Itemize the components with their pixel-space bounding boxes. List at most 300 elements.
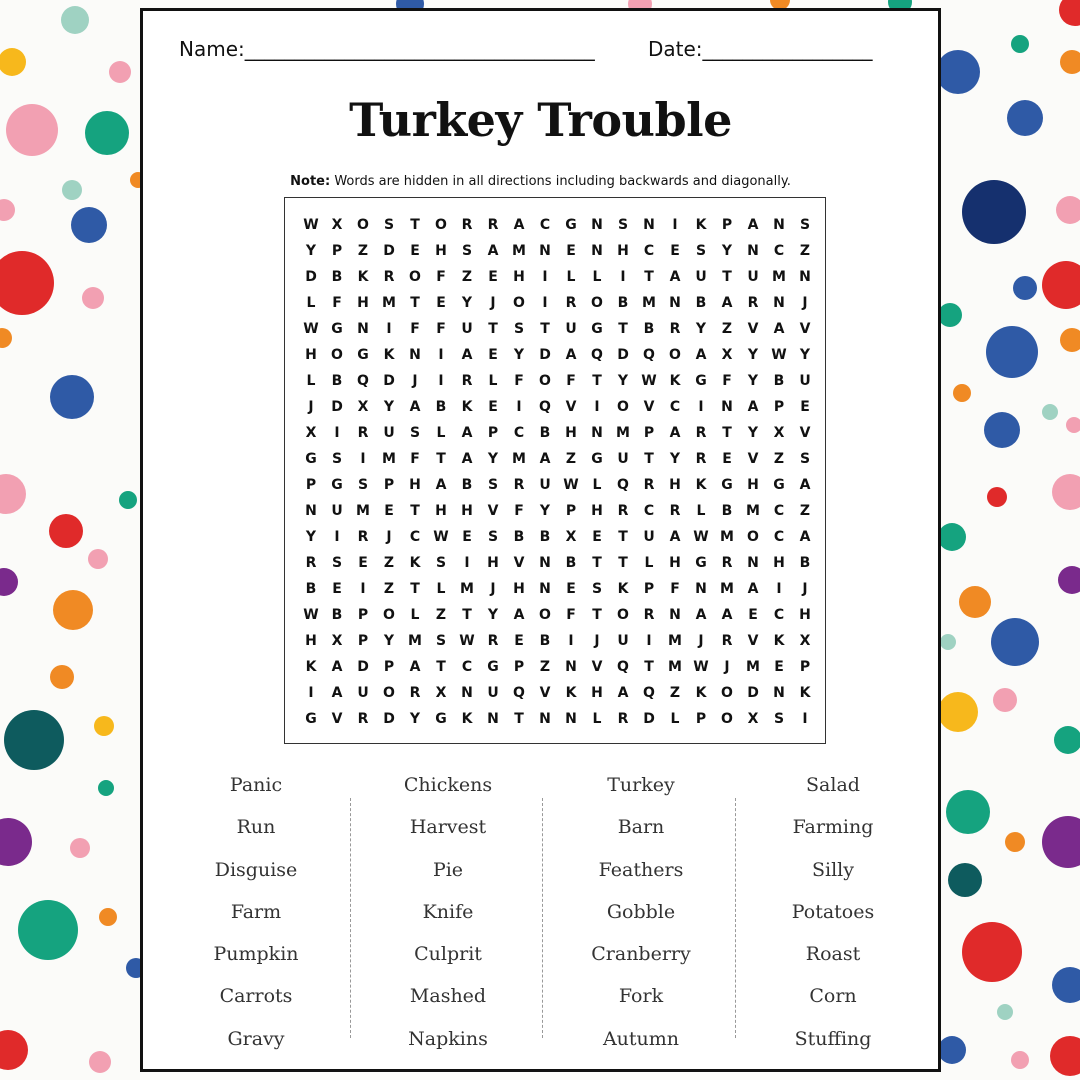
grid-letter[interactable]: Y: [539, 503, 551, 519]
grid-letter[interactable]: A: [435, 477, 447, 493]
grid-letter[interactable]: Y: [747, 347, 759, 363]
grid-letter[interactable]: Z: [669, 685, 681, 701]
grid-letter[interactable]: M: [668, 633, 682, 649]
grid-letter[interactable]: N: [539, 243, 551, 259]
grid-letter[interactable]: A: [747, 581, 759, 597]
grid-letter[interactable]: G: [487, 659, 499, 675]
grid-letter[interactable]: F: [332, 295, 342, 311]
grid-letter[interactable]: N: [487, 711, 499, 727]
grid-letter[interactable]: Z: [435, 607, 447, 623]
grid-letter[interactable]: Q: [643, 685, 655, 701]
grid-letter[interactable]: E: [488, 269, 498, 285]
grid-letter[interactable]: A: [461, 425, 473, 441]
grid-letter[interactable]: A: [669, 425, 681, 441]
grid-letter[interactable]: K: [695, 217, 707, 233]
grid-letter[interactable]: O: [591, 295, 603, 311]
grid-letter[interactable]: W: [303, 321, 319, 337]
grid-letter[interactable]: R: [695, 425, 707, 441]
grid-letter[interactable]: W: [693, 659, 709, 675]
grid-letter[interactable]: L: [306, 295, 316, 311]
grid-letter[interactable]: Q: [539, 399, 551, 415]
grid-letter[interactable]: C: [461, 659, 473, 675]
grid-letter[interactable]: P: [799, 659, 811, 675]
grid-letter[interactable]: Y: [669, 451, 681, 467]
grid-letter[interactable]: B: [539, 529, 551, 545]
grid-letter[interactable]: O: [409, 269, 421, 285]
grid-letter[interactable]: R: [721, 555, 733, 571]
grid-letter[interactable]: S: [799, 451, 811, 467]
grid-letter[interactable]: L: [436, 581, 446, 597]
grid-letter[interactable]: P: [513, 659, 525, 675]
grid-letter[interactable]: A: [721, 607, 733, 623]
grid-letter[interactable]: S: [591, 581, 603, 597]
grid-letter[interactable]: M: [720, 581, 734, 597]
grid-letter[interactable]: T: [410, 503, 420, 519]
grid-letter[interactable]: W: [693, 529, 709, 545]
grid-letter[interactable]: M: [382, 451, 396, 467]
grid-letter[interactable]: Y: [747, 373, 759, 389]
grid-letter[interactable]: O: [617, 607, 629, 623]
grid-letter[interactable]: Y: [409, 711, 421, 727]
grid-letter[interactable]: H: [669, 477, 681, 493]
grid-letter[interactable]: D: [747, 685, 759, 701]
grid-letter[interactable]: W: [641, 373, 657, 389]
grid-letter[interactable]: J: [698, 633, 704, 649]
grid-letter[interactable]: K: [461, 711, 473, 727]
grid-letter[interactable]: T: [644, 269, 654, 285]
grid-letter[interactable]: P: [773, 399, 785, 415]
grid-letter[interactable]: S: [461, 243, 473, 259]
grid-letter[interactable]: R: [461, 373, 473, 389]
grid-letter[interactable]: A: [799, 529, 811, 545]
grid-letter[interactable]: N: [773, 217, 785, 233]
grid-letter[interactable]: I: [646, 633, 652, 649]
grid-letter[interactable]: T: [722, 269, 732, 285]
grid-letter[interactable]: F: [670, 581, 680, 597]
grid-letter[interactable]: P: [643, 425, 655, 441]
grid-letter[interactable]: B: [565, 555, 577, 571]
grid-letter[interactable]: S: [383, 217, 395, 233]
grid-letter[interactable]: Z: [539, 659, 551, 675]
grid-letter[interactable]: G: [331, 321, 343, 337]
grid-letter[interactable]: J: [308, 399, 314, 415]
grid-letter[interactable]: G: [357, 347, 369, 363]
grid-letter[interactable]: S: [435, 633, 447, 649]
grid-letter[interactable]: G: [305, 451, 317, 467]
grid-letter[interactable]: G: [565, 217, 577, 233]
grid-letter[interactable]: D: [383, 243, 395, 259]
date-field[interactable]: Date:_________________: [648, 37, 873, 61]
grid-letter[interactable]: N: [747, 555, 759, 571]
grid-letter[interactable]: N: [305, 503, 317, 519]
grid-letter[interactable]: Z: [799, 503, 811, 519]
grid-letter[interactable]: B: [539, 425, 551, 441]
grid-letter[interactable]: N: [565, 711, 577, 727]
grid-letter[interactable]: N: [773, 685, 785, 701]
grid-letter[interactable]: J: [594, 633, 600, 649]
grid-letter[interactable]: P: [305, 477, 317, 493]
grid-letter[interactable]: H: [513, 581, 525, 597]
grid-letter[interactable]: J: [802, 581, 808, 597]
grid-letter[interactable]: O: [435, 217, 447, 233]
grid-letter[interactable]: O: [539, 607, 551, 623]
grid-letter[interactable]: J: [490, 581, 496, 597]
grid-letter[interactable]: G: [331, 477, 343, 493]
grid-letter[interactable]: K: [383, 347, 395, 363]
grid-letter[interactable]: B: [331, 269, 343, 285]
grid-letter[interactable]: V: [513, 555, 525, 571]
grid-letter[interactable]: O: [357, 217, 369, 233]
grid-letter[interactable]: M: [356, 503, 370, 519]
grid-letter[interactable]: Y: [721, 243, 733, 259]
grid-letter[interactable]: I: [334, 529, 340, 545]
grid-letter[interactable]: I: [308, 685, 314, 701]
grid-letter[interactable]: V: [747, 451, 759, 467]
grid-letter[interactable]: W: [433, 529, 449, 545]
grid-letter[interactable]: C: [513, 425, 525, 441]
grid-letter[interactable]: D: [357, 659, 369, 675]
grid-letter[interactable]: Q: [357, 373, 369, 389]
grid-letter[interactable]: B: [461, 477, 473, 493]
grid-letter[interactable]: X: [357, 399, 369, 415]
grid-letter[interactable]: N: [357, 321, 369, 337]
grid-letter[interactable]: M: [642, 295, 656, 311]
grid-letter[interactable]: E: [774, 659, 784, 675]
grid-letter[interactable]: T: [436, 659, 446, 675]
grid-letter[interactable]: E: [488, 347, 498, 363]
grid-letter[interactable]: R: [721, 633, 733, 649]
grid-letter[interactable]: M: [408, 633, 422, 649]
grid-letter[interactable]: K: [305, 659, 317, 675]
grid-letter[interactable]: L: [488, 373, 498, 389]
grid-letter[interactable]: F: [566, 373, 576, 389]
grid-letter[interactable]: B: [305, 581, 317, 597]
grid-letter[interactable]: R: [565, 295, 577, 311]
grid-letter[interactable]: C: [539, 217, 551, 233]
grid-letter[interactable]: V: [565, 399, 577, 415]
grid-letter[interactable]: C: [643, 243, 655, 259]
grid-letter[interactable]: B: [617, 295, 629, 311]
grid-letter[interactable]: L: [306, 373, 316, 389]
grid-letter[interactable]: S: [773, 711, 785, 727]
grid-letter[interactable]: T: [592, 607, 602, 623]
grid-letter[interactable]: B: [331, 373, 343, 389]
grid-letter[interactable]: S: [799, 217, 811, 233]
grid-letter[interactable]: W: [563, 477, 579, 493]
grid-letter[interactable]: I: [438, 347, 444, 363]
grid-letter[interactable]: Y: [487, 607, 499, 623]
grid-letter[interactable]: A: [409, 399, 421, 415]
grid-letter[interactable]: V: [539, 685, 551, 701]
grid-letter[interactable]: B: [643, 321, 655, 337]
grid-letter[interactable]: Z: [383, 581, 395, 597]
grid-letter[interactable]: P: [331, 243, 343, 259]
grid-letter[interactable]: E: [358, 555, 368, 571]
grid-letter[interactable]: S: [435, 555, 447, 571]
grid-letter[interactable]: N: [591, 243, 603, 259]
grid-letter[interactable]: X: [721, 347, 733, 363]
grid-letter[interactable]: X: [435, 685, 447, 701]
grid-letter[interactable]: R: [461, 217, 473, 233]
grid-letter[interactable]: L: [436, 425, 446, 441]
grid-letter[interactable]: O: [617, 399, 629, 415]
grid-letter[interactable]: O: [513, 295, 525, 311]
grid-letter[interactable]: U: [461, 321, 473, 337]
grid-letter[interactable]: C: [773, 503, 785, 519]
grid-letter[interactable]: N: [799, 269, 811, 285]
grid-letter[interactable]: S: [617, 217, 629, 233]
grid-letter[interactable]: L: [644, 555, 654, 571]
grid-letter[interactable]: A: [539, 451, 551, 467]
grid-letter[interactable]: E: [722, 451, 732, 467]
grid-letter[interactable]: X: [773, 425, 785, 441]
grid-letter[interactable]: E: [800, 399, 810, 415]
grid-letter[interactable]: T: [410, 581, 420, 597]
grid-letter[interactable]: V: [747, 633, 759, 649]
grid-letter[interactable]: I: [542, 295, 548, 311]
grid-letter[interactable]: O: [383, 607, 395, 623]
grid-letter[interactable]: I: [802, 711, 808, 727]
grid-letter[interactable]: U: [357, 685, 369, 701]
grid-letter[interactable]: H: [565, 425, 577, 441]
grid-letter[interactable]: V: [591, 659, 603, 675]
grid-letter[interactable]: C: [669, 399, 681, 415]
grid-letter[interactable]: V: [747, 321, 759, 337]
grid-letter[interactable]: W: [771, 347, 787, 363]
grid-letter[interactable]: U: [617, 451, 629, 467]
grid-letter[interactable]: P: [357, 607, 369, 623]
grid-letter[interactable]: G: [773, 477, 785, 493]
grid-letter[interactable]: T: [618, 529, 628, 545]
grid-letter[interactable]: W: [303, 607, 319, 623]
grid-letter[interactable]: Q: [513, 685, 525, 701]
grid-letter[interactable]: O: [721, 711, 733, 727]
grid-letter[interactable]: D: [617, 347, 629, 363]
grid-letter[interactable]: C: [643, 503, 655, 519]
grid-letter[interactable]: I: [464, 555, 470, 571]
grid-letter[interactable]: B: [331, 607, 343, 623]
grid-letter[interactable]: U: [747, 269, 759, 285]
grid-letter[interactable]: K: [617, 581, 629, 597]
grid-letter[interactable]: T: [488, 321, 498, 337]
grid-letter[interactable]: L: [670, 711, 680, 727]
grid-letter[interactable]: B: [721, 503, 733, 519]
grid-letter[interactable]: H: [305, 347, 317, 363]
grid-letter[interactable]: B: [513, 529, 525, 545]
grid-letter[interactable]: Z: [461, 269, 473, 285]
grid-letter[interactable]: M: [720, 529, 734, 545]
grid-letter[interactable]: F: [436, 321, 446, 337]
grid-letter[interactable]: N: [669, 295, 681, 311]
grid-letter[interactable]: H: [357, 295, 369, 311]
grid-letter[interactable]: R: [383, 269, 395, 285]
grid-letter[interactable]: P: [383, 477, 395, 493]
grid-letter[interactable]: B: [695, 295, 707, 311]
grid-letter[interactable]: S: [331, 451, 343, 467]
grid-letter[interactable]: D: [305, 269, 317, 285]
grid-letter[interactable]: E: [384, 503, 394, 519]
grid-letter[interactable]: I: [542, 269, 548, 285]
grid-letter[interactable]: N: [747, 243, 759, 259]
grid-letter[interactable]: G: [721, 477, 733, 493]
grid-letter[interactable]: X: [331, 633, 343, 649]
grid-letter[interactable]: H: [617, 243, 629, 259]
grid-letter[interactable]: K: [357, 269, 369, 285]
grid-letter[interactable]: N: [461, 685, 473, 701]
grid-letter[interactable]: T: [618, 555, 628, 571]
grid-letter[interactable]: H: [747, 477, 759, 493]
grid-letter[interactable]: N: [643, 217, 655, 233]
grid-letter[interactable]: H: [435, 243, 447, 259]
grid-letter[interactable]: Y: [383, 633, 395, 649]
grid-letter[interactable]: E: [462, 529, 472, 545]
grid-letter[interactable]: J: [802, 295, 808, 311]
grid-letter[interactable]: R: [305, 555, 317, 571]
grid-letter[interactable]: K: [695, 685, 707, 701]
grid-letter[interactable]: A: [695, 607, 707, 623]
grid-letter[interactable]: F: [436, 269, 446, 285]
grid-letter[interactable]: A: [799, 477, 811, 493]
grid-letter[interactable]: J: [386, 529, 392, 545]
grid-letter[interactable]: U: [331, 503, 343, 519]
grid-letter[interactable]: N: [591, 217, 603, 233]
grid-letter[interactable]: S: [513, 321, 525, 337]
name-field[interactable]: Name:___________________________________: [179, 37, 595, 61]
grid-letter[interactable]: R: [357, 711, 369, 727]
grid-letter[interactable]: B: [799, 555, 811, 571]
grid-letter[interactable]: P: [357, 633, 369, 649]
grid-letter[interactable]: Y: [747, 425, 759, 441]
grid-letter[interactable]: C: [773, 243, 785, 259]
grid-letter[interactable]: K: [409, 555, 421, 571]
grid-letter[interactable]: D: [539, 347, 551, 363]
grid-letter[interactable]: A: [747, 399, 759, 415]
grid-letter[interactable]: V: [331, 711, 343, 727]
grid-letter[interactable]: U: [539, 477, 551, 493]
grid-letter[interactable]: Z: [721, 321, 733, 337]
grid-letter[interactable]: X: [565, 529, 577, 545]
grid-letter[interactable]: R: [643, 477, 655, 493]
grid-letter[interactable]: H: [799, 607, 811, 623]
grid-letter[interactable]: E: [670, 243, 680, 259]
grid-letter[interactable]: S: [487, 477, 499, 493]
grid-letter[interactable]: C: [773, 607, 785, 623]
grid-letter[interactable]: O: [383, 685, 395, 701]
grid-letter[interactable]: I: [776, 581, 782, 597]
grid-letter[interactable]: G: [695, 373, 707, 389]
grid-letter[interactable]: E: [410, 243, 420, 259]
grid-letter[interactable]: U: [565, 321, 577, 337]
grid-letter[interactable]: W: [459, 633, 475, 649]
grid-letter[interactable]: L: [696, 503, 706, 519]
grid-letter[interactable]: R: [513, 477, 525, 493]
grid-letter[interactable]: G: [591, 321, 603, 337]
grid-letter[interactable]: E: [592, 529, 602, 545]
grid-letter[interactable]: E: [332, 581, 342, 597]
grid-letter[interactable]: A: [409, 659, 421, 675]
grid-letter[interactable]: V: [799, 425, 811, 441]
grid-letter[interactable]: T: [644, 659, 654, 675]
grid-letter[interactable]: A: [695, 347, 707, 363]
grid-letter[interactable]: M: [746, 659, 760, 675]
grid-letter[interactable]: X: [747, 711, 759, 727]
grid-letter[interactable]: S: [357, 477, 369, 493]
grid-letter[interactable]: A: [773, 321, 785, 337]
grid-letter[interactable]: E: [488, 399, 498, 415]
grid-letter[interactable]: N: [539, 555, 551, 571]
grid-letter[interactable]: D: [383, 373, 395, 389]
grid-letter[interactable]: N: [591, 425, 603, 441]
grid-letter[interactable]: V: [799, 321, 811, 337]
grid-letter[interactable]: O: [669, 347, 681, 363]
grid-letter[interactable]: F: [410, 321, 420, 337]
grid-letter[interactable]: N: [539, 581, 551, 597]
grid-letter[interactable]: Y: [487, 451, 499, 467]
grid-letter[interactable]: Q: [643, 347, 655, 363]
grid-letter[interactable]: E: [436, 295, 446, 311]
grid-letter[interactable]: H: [513, 269, 525, 285]
grid-letter[interactable]: T: [462, 607, 472, 623]
grid-letter[interactable]: A: [513, 217, 525, 233]
grid-letter[interactable]: Z: [357, 243, 369, 259]
grid-letter[interactable]: P: [487, 425, 499, 441]
grid-letter[interactable]: Z: [383, 555, 395, 571]
grid-letter[interactable]: I: [360, 451, 366, 467]
grid-letter[interactable]: X: [331, 217, 343, 233]
grid-letter[interactable]: H: [409, 477, 421, 493]
grid-letter[interactable]: T: [410, 217, 420, 233]
grid-letter[interactable]: F: [722, 373, 732, 389]
grid-letter[interactable]: G: [305, 711, 317, 727]
grid-letter[interactable]: Y: [695, 321, 707, 337]
grid-letter[interactable]: T: [644, 451, 654, 467]
grid-letter[interactable]: N: [669, 607, 681, 623]
grid-letter[interactable]: F: [514, 373, 524, 389]
grid-letter[interactable]: Y: [461, 295, 473, 311]
grid-letter[interactable]: X: [799, 633, 811, 649]
grid-letter[interactable]: A: [669, 269, 681, 285]
grid-letter[interactable]: R: [487, 217, 499, 233]
grid-letter[interactable]: R: [357, 425, 369, 441]
grid-letter[interactable]: M: [616, 425, 630, 441]
grid-letter[interactable]: R: [617, 503, 629, 519]
grid-letter[interactable]: I: [386, 321, 392, 337]
grid-letter[interactable]: I: [568, 633, 574, 649]
grid-letter[interactable]: U: [799, 373, 811, 389]
grid-letter[interactable]: B: [435, 399, 447, 415]
grid-letter[interactable]: L: [566, 269, 576, 285]
grid-letter[interactable]: Y: [513, 347, 525, 363]
grid-letter[interactable]: N: [565, 659, 577, 675]
grid-letter[interactable]: Q: [591, 347, 603, 363]
grid-letter[interactable]: H: [773, 555, 785, 571]
grid-letter[interactable]: A: [747, 217, 759, 233]
grid-letter[interactable]: T: [722, 425, 732, 441]
grid-letter[interactable]: F: [410, 451, 420, 467]
grid-letter[interactable]: Y: [799, 347, 811, 363]
grid-letter[interactable]: T: [618, 321, 628, 337]
grid-letter[interactable]: C: [773, 529, 785, 545]
grid-letter[interactable]: Y: [383, 399, 395, 415]
grid-letter[interactable]: L: [410, 607, 420, 623]
grid-letter[interactable]: C: [409, 529, 421, 545]
grid-letter[interactable]: R: [357, 529, 369, 545]
grid-letter[interactable]: R: [487, 633, 499, 649]
grid-letter[interactable]: I: [334, 425, 340, 441]
grid-letter[interactable]: P: [565, 503, 577, 519]
grid-letter[interactable]: L: [592, 711, 602, 727]
grid-letter[interactable]: M: [512, 243, 526, 259]
